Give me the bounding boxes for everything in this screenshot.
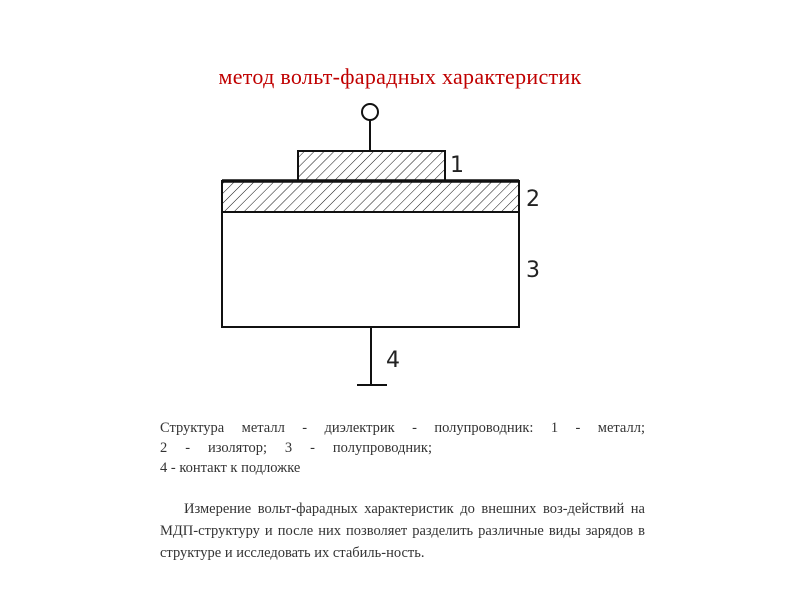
label-metal: 1 — [450, 153, 464, 178]
slide-title: метод вольт-фарадных характеристик — [218, 64, 582, 89]
semiconductor-body — [222, 212, 519, 327]
figure-caption — [160, 418, 645, 478]
description-paragraph: Измерение вольт-фарадных характеристик до внешних воз-действий на МДП-структуру и после них позволяет разделить различные виды зарядов в структуре и исследовать их стабиль-ность. — [160, 501, 645, 561]
gate-terminal — [362, 104, 378, 120]
caption-line-1: Структура металл - диэлектрик - полупроводник: 1 - металл; — [160, 420, 645, 436]
caption-line-2: 2 - изолятор; 3 - полупроводник; — [160, 440, 432, 456]
label-contact: 4 — [386, 348, 400, 373]
insulator-layer — [222, 181, 519, 212]
metal-layer — [298, 151, 445, 181]
caption-line-3: 4 - контакт к подложке — [160, 460, 301, 476]
label-insulator: 2 — [526, 187, 540, 212]
label-semiconductor: 3 — [526, 258, 540, 283]
